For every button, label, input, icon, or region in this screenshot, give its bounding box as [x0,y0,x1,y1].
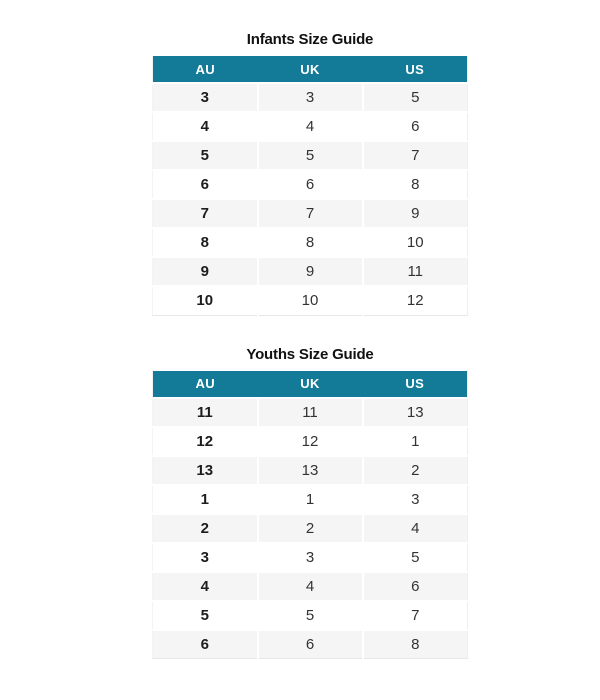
table-row [153,543,468,572]
column-header-uk: UK [258,56,363,83]
size-cell-us: 11 [363,257,468,286]
size-cell-us: 7 [363,141,468,170]
size-cell-us: 2 [363,456,468,485]
table-row [153,427,468,456]
size-cell-uk: 6 [258,170,363,199]
size-cell-au: 9 [153,257,258,286]
size-cell-au: 6 [153,630,258,659]
size-cell-uk: 4 [258,572,363,601]
column-header-uk: UK [258,371,363,398]
size-cell-au: 2 [153,514,258,543]
size-cell-us: 6 [363,112,468,141]
size-cell-uk: 11 [258,398,363,427]
column-header-au: AU [153,56,258,83]
table-header-row [153,371,468,398]
infants-size-guide-title: Infants Size Guide [246,31,374,48]
size-cell-au: 5 [153,601,258,630]
table-row [153,286,468,315]
size-cell-uk: 8 [258,228,363,257]
table-row [153,141,468,170]
size-cell-au: 3 [153,543,258,572]
column-header-us: US [363,371,468,398]
size-cell-us: 3 [363,485,468,514]
infants-size-guide-section [152,31,468,316]
size-cell-uk: 3 [258,83,363,112]
table-header-row [153,56,468,83]
size-cell-au: 1 [153,485,258,514]
size-cell-au: 11 [153,398,258,427]
size-cell-au: 12 [153,427,258,456]
size-cell-us: 8 [363,630,468,659]
infants-size-table [152,56,468,316]
size-cell-us: 1 [363,427,468,456]
size-cell-uk: 1 [258,485,363,514]
table-row [153,456,468,485]
size-cell-us: 7 [363,601,468,630]
table-row [153,630,468,659]
size-cell-uk: 4 [258,112,363,141]
size-cell-us: 5 [363,543,468,572]
size-cell-uk: 6 [258,630,363,659]
table-body [153,398,468,659]
table-row [153,514,468,543]
size-cell-au: 6 [153,170,258,199]
size-cell-uk: 9 [258,257,363,286]
table-row [153,170,468,199]
size-cell-us: 9 [363,199,468,228]
table-row [153,83,468,112]
table-row [153,572,468,601]
size-cell-uk: 10 [258,286,363,315]
size-cell-au: 8 [153,228,258,257]
size-cell-uk: 7 [258,199,363,228]
table-header [153,56,468,83]
size-cell-us: 13 [363,398,468,427]
youths-size-guide-section [152,346,468,660]
table-header [153,371,468,398]
youths-size-table [152,371,468,660]
table-row [153,601,468,630]
table-row [153,228,468,257]
column-header-us: US [363,56,468,83]
size-cell-au: 10 [153,286,258,315]
size-cell-au: 5 [153,141,258,170]
size-cell-uk: 3 [258,543,363,572]
size-cell-us: 12 [363,286,468,315]
youths-size-guide-title: Youths Size Guide [246,345,374,363]
size-cell-us: 10 [363,228,468,257]
size-cell-uk: 5 [258,141,363,170]
size-cell-uk: 12 [258,427,363,456]
size-cell-us: 6 [363,572,468,601]
size-guide-page [152,0,468,659]
table-row [153,398,468,427]
table-row [153,257,468,286]
size-cell-us: 5 [363,83,468,112]
size-cell-au: 4 [153,572,258,601]
size-cell-uk: 13 [258,456,363,485]
size-cell-us: 8 [363,170,468,199]
size-cell-au: 3 [153,83,258,112]
column-header-au: AU [153,371,258,398]
table-row [153,485,468,514]
size-cell-uk: 5 [258,601,363,630]
size-cell-au: 4 [153,112,258,141]
size-cell-au: 13 [153,456,258,485]
table-row [153,199,468,228]
table-body [153,83,468,315]
size-cell-uk: 2 [258,514,363,543]
table-row [153,112,468,141]
size-cell-us: 4 [363,514,468,543]
size-cell-au: 7 [153,199,258,228]
